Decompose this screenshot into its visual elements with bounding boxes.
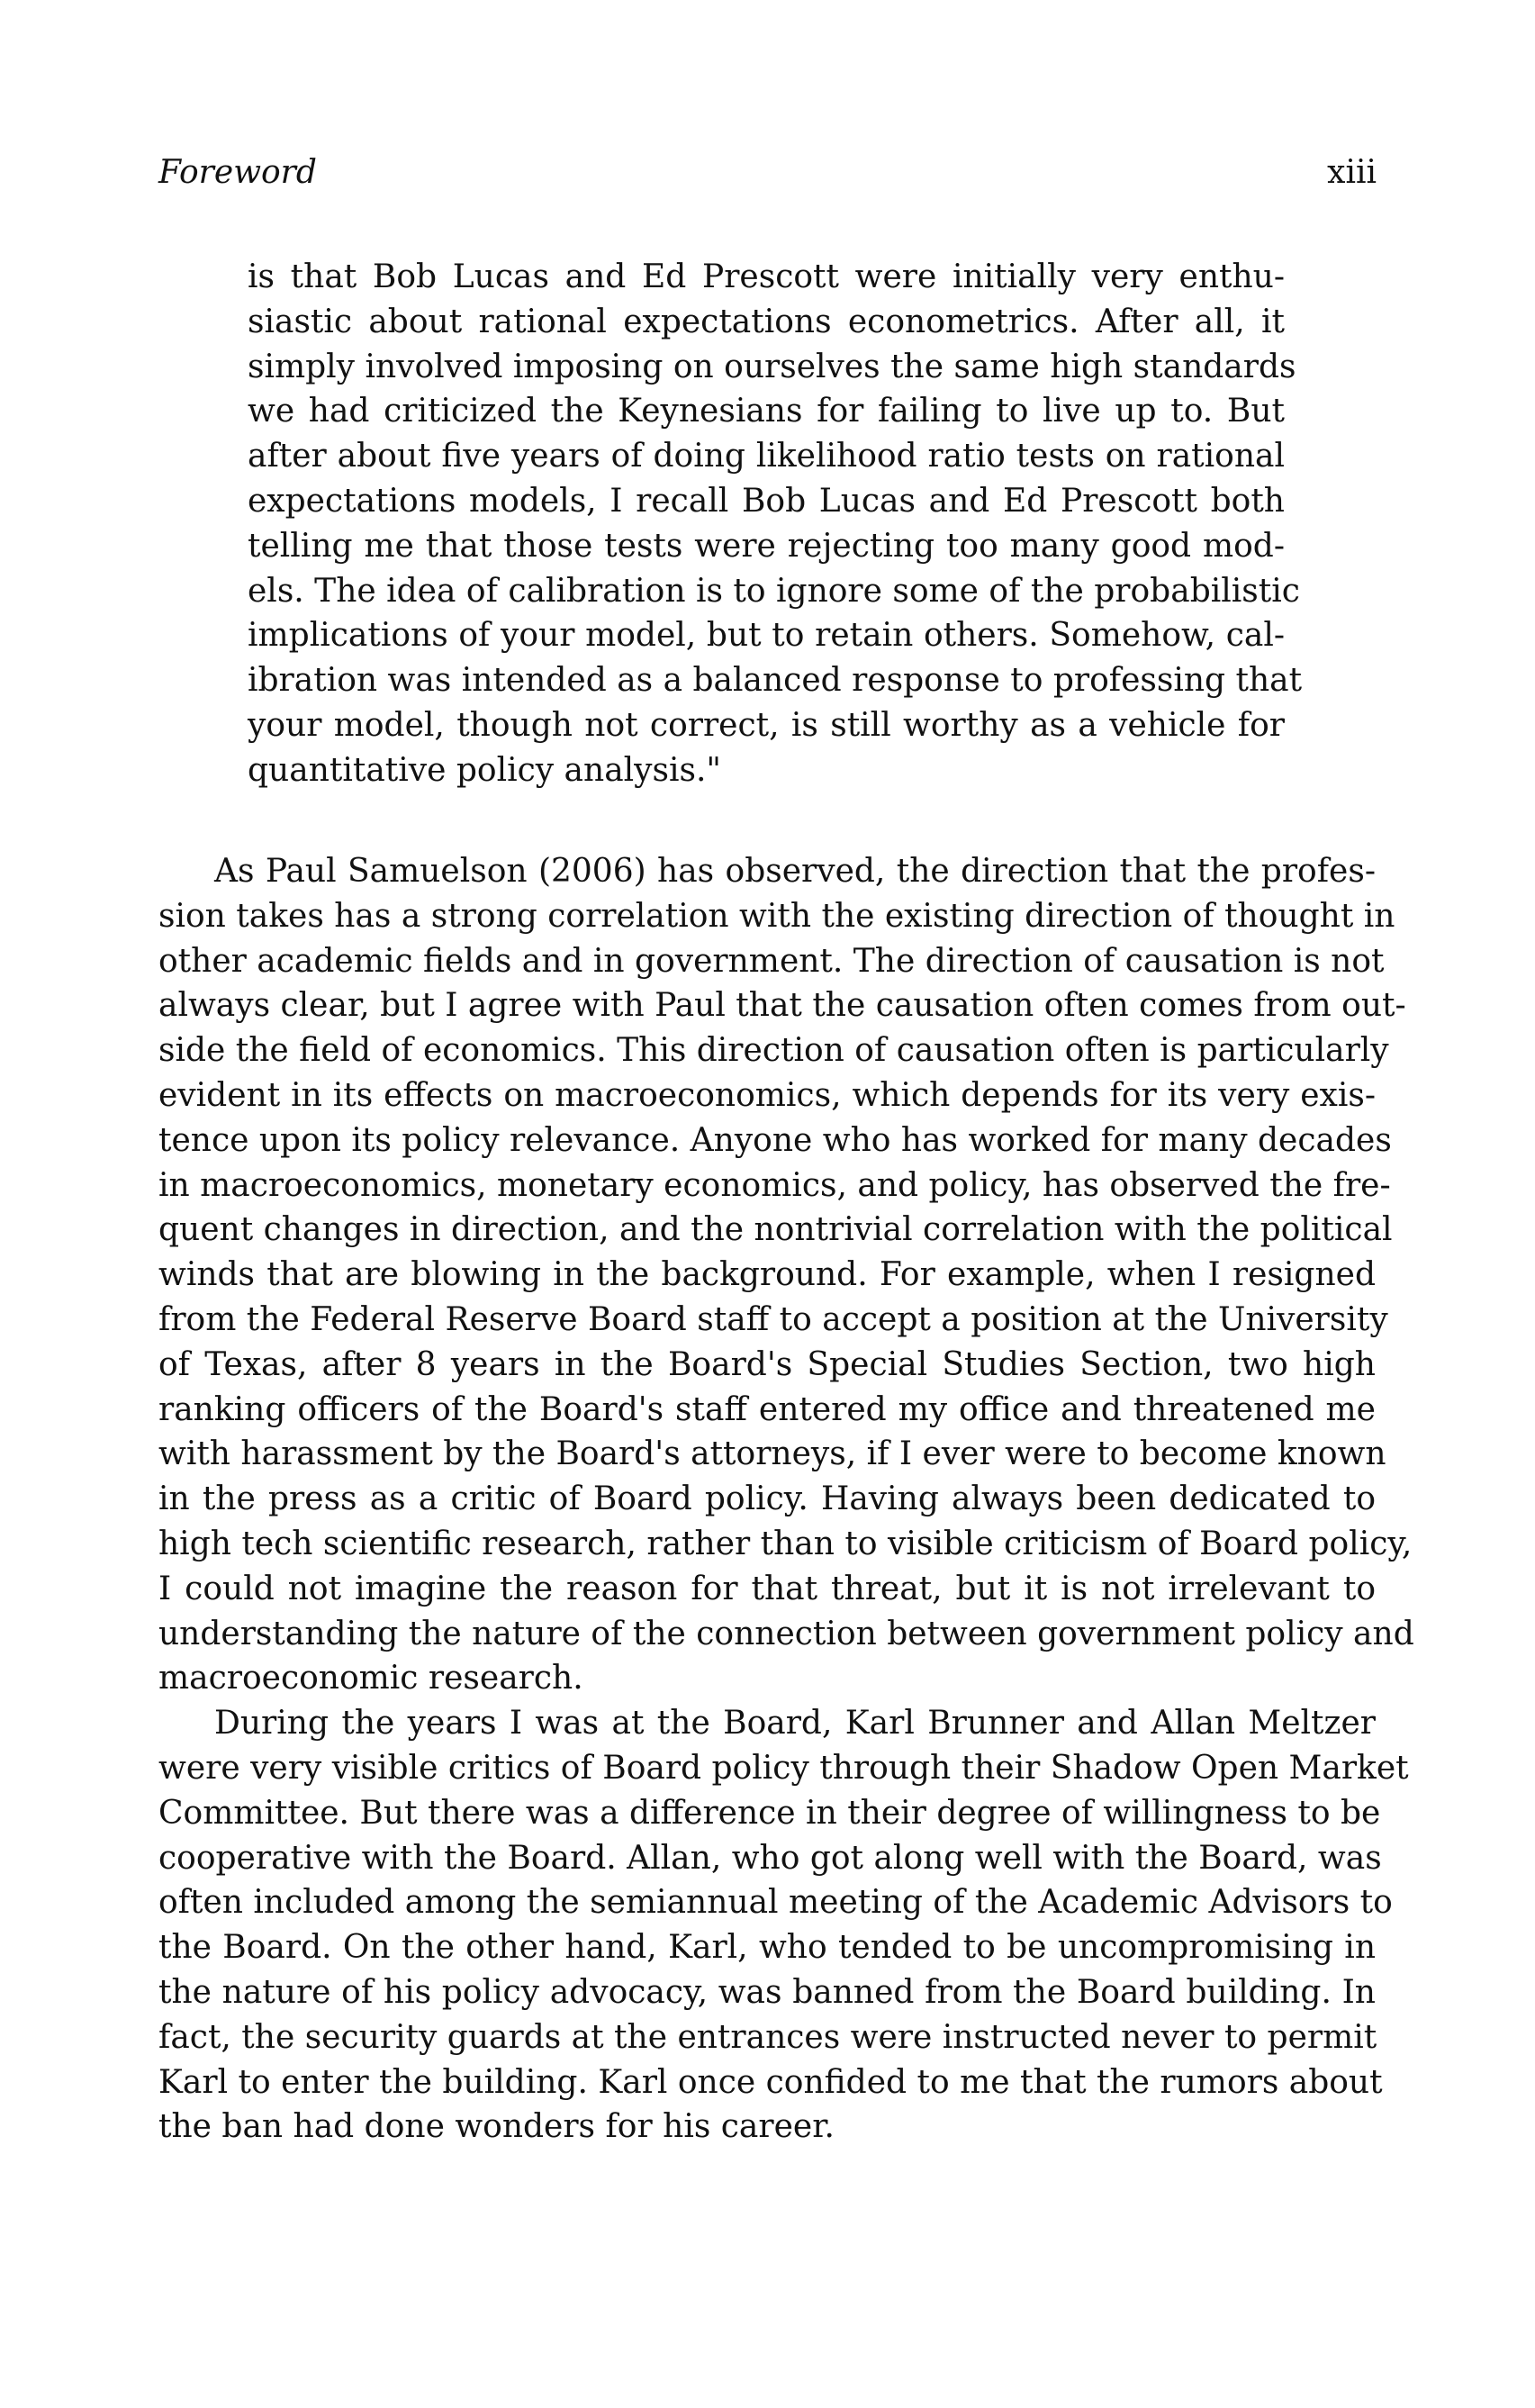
paragraph-line: understanding the nature of the connection between government policy and (158, 1615, 1414, 1652)
body-text (158, 849, 1414, 2150)
quote-line: implications of your model, but to retain others. Somehow, cal- (248, 617, 1285, 655)
section-title: Foreword (158, 154, 317, 191)
paragraph-line: with harassment by the Board's attorneys, if I ever were to become known (158, 1435, 1386, 1473)
paragraph-line: tence upon its policy relevance. Anyone who has worked for many decades (158, 1121, 1392, 1159)
quote-line: we had criticized the Keynesians for failing to live up to. But (248, 393, 1285, 430)
quote-line: your model, though not correct, is still worthy as a vehicle for (248, 706, 1285, 744)
paragraph-line: the nature of his policy advocacy, was banned from the Board building. In (158, 1973, 1376, 2011)
paragraph-line: winds that are blowing in the background. For example, when I resigned (158, 1256, 1376, 1294)
paragraph-line: As Paul Samuelson (2006) has observed, the direction that the profes- (214, 853, 1376, 890)
paragraph-line: sion takes has a strong correlation with the existing direction of thought in (158, 897, 1395, 935)
quote-line: quantitative policy analysis." (248, 751, 721, 789)
paragraph-line: fact, the security guards at the entrances were instructed never to permit (158, 2018, 1377, 2056)
page-number: xiii (1327, 154, 1377, 191)
paragraph-line: in macroeconomics, monetary economics, and policy, has observed the fre- (158, 1166, 1391, 1204)
quote-line: is that Bob Lucas and Ed Prescott were initially very enthu- (248, 258, 1285, 295)
block-quote (248, 255, 1303, 793)
paragraph (158, 1701, 1409, 2150)
quote-line: ibration was intended as a balanced response to professing that (248, 662, 1303, 700)
running-head (158, 153, 1377, 198)
paragraph-line: of Texas, after 8 years in the Board's Special Studies Section, two high (158, 1345, 1376, 1383)
paragraph-line: other academic fields and in government. The direction of causation is not (158, 942, 1385, 980)
quote-line: telling me that those tests were rejecting too many good mod- (248, 527, 1285, 565)
quote-line: after about five years of doing likelihood ratio tests on rational (248, 438, 1285, 475)
paragraph (158, 849, 1414, 1701)
quote-line: siastic about rational expectations econometrics. After all, it (248, 303, 1285, 340)
paragraph-line: often included among the semiannual meeting of the Academic Advisors to (158, 1884, 1393, 1922)
paragraph-line: During the years I was at the Board, Karl Brunner and Allan Meltzer (214, 1705, 1376, 1743)
paragraph-line: were very visible critics of Board policy through their Shadow Open Market (158, 1749, 1409, 1787)
paragraph-line: ranking officers of the Board's staff entered my office and threatened me (158, 1390, 1376, 1428)
paragraph-line: quent changes in direction, and the nontrivial correlation with the political (158, 1211, 1393, 1249)
paragraph-line: macroeconomic research. (158, 1660, 583, 1697)
paragraph-line: the ban had done wonders for his career. (158, 2108, 835, 2146)
paragraph-line: side the field of economics. This direction of causation often is particularly (158, 1032, 1389, 1070)
paragraph-line: always clear, but I agree with Paul that the causation often comes from out- (158, 987, 1406, 1025)
paragraph-line: Committee. But there was a difference in their degree of willingness to be (158, 1794, 1381, 1832)
paragraph-line: from the Federal Reserve Board staff to accept a position at the University (158, 1300, 1388, 1338)
paragraph-line: in the press as a critic of Board policy. Having always been dedicated to (158, 1480, 1376, 1518)
quote-line: simply involved imposing on ourselves the same high standards (248, 348, 1296, 385)
quote-line: expectations models, I recall Bob Lucas and Ed Prescott both (248, 482, 1285, 520)
quote-line: els. The idea of calibration is to ignore some of the probabilistic (248, 572, 1300, 610)
paragraph-line: cooperative with the Board. Allan, who got along well with the Board, was (158, 1839, 1382, 1877)
paragraph-line: high tech scientific research, rather than to visible criticism of Board policy, (158, 1525, 1413, 1562)
paragraph-line: evident in its effects on macroeconomics, which depends for its very exis- (158, 1076, 1376, 1114)
paragraph-line: Karl to enter the building. Karl once confided to me that the rumors about (158, 2063, 1383, 2101)
paragraph-line: I could not imagine the reason for that threat, but it is not irrelevant to (158, 1570, 1376, 1607)
paragraph-line: the Board. On the other hand, Karl, who tended to be uncompromising in (158, 1929, 1376, 1967)
